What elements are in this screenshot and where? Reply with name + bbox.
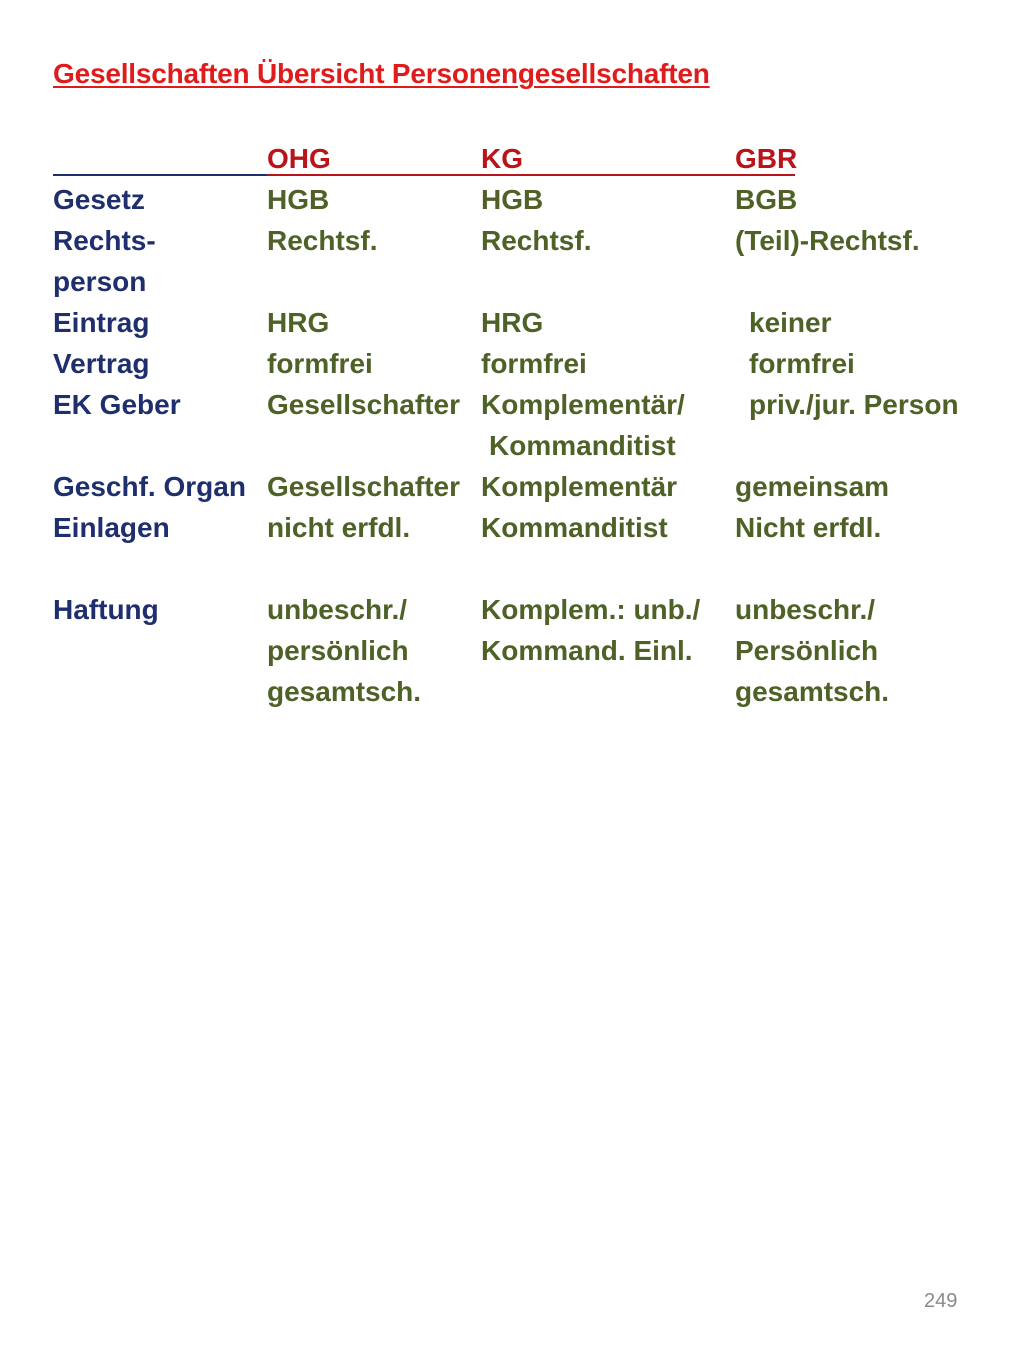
cell-ek-geber-kg-line-2: Kommanditist <box>489 430 676 461</box>
cell-einlagen-ohg: nicht erfdl. <box>267 512 411 543</box>
cell-gesetz-ohg: HGB <box>267 184 330 215</box>
cell-ek-geber-ohg: Gesellschafter <box>267 389 460 420</box>
cell-haftung-gbr-line-3: gesamtsch. <box>735 676 890 707</box>
cell-haftung-gbr-line-1: unbeschr./ <box>735 594 876 625</box>
column-header-ohg: OHG <box>267 143 331 174</box>
cell-ek-geber-gbr: priv./jur. Person <box>749 389 959 420</box>
cell-vertrag-kg: formfrei <box>481 348 587 379</box>
cell-gesetz-kg: HGB <box>481 184 544 215</box>
cell-gesetz-gbr: BGB <box>735 184 798 215</box>
cell-eintrag-kg: HRG <box>481 307 544 338</box>
cell-rechtsperson-ohg: Rechtsf. <box>267 225 378 256</box>
row-label-vertrag: Vertrag <box>53 348 150 379</box>
row-label-gesetz: Gesetz <box>53 184 145 215</box>
column-header-kg: KG <box>481 143 523 174</box>
cell-haftung-ohg-line-3: gesamtsch. <box>267 676 422 707</box>
cell-geschf-organ-kg: Komplementär <box>481 471 678 502</box>
page-number: 249 <box>924 1290 958 1312</box>
cell-geschf-organ-gbr: gemeinsam <box>735 471 890 502</box>
cell-einlagen-gbr: Nicht erfdl. <box>735 512 882 543</box>
cell-haftung-gbr-line-2: Persönlich <box>735 635 879 666</box>
cell-haftung-ohg-line-1: unbeschr./ <box>267 594 408 625</box>
cell-ek-geber-kg-line-1: Komplementär/ <box>481 389 685 420</box>
page-title: Gesellschaften Übersicht Personengesellschaften <box>53 58 710 89</box>
cell-rechtsperson-gbr: (Teil)-Rechtsf. <box>735 225 920 256</box>
cell-einlagen-kg: Kommanditist <box>481 512 668 543</box>
row-label-haftung: Haftung <box>53 594 159 625</box>
cell-rechtsperson-kg: Rechtsf. <box>481 225 592 256</box>
cell-eintrag-gbr: keiner <box>749 307 832 338</box>
cell-vertrag-gbr: formfrei <box>749 348 855 379</box>
row-label-ek-geber: EK Geber <box>53 389 181 420</box>
cell-vertrag-ohg: formfrei <box>267 348 373 379</box>
cell-haftung-kg-line-1: Komplem.: unb./ <box>481 594 701 625</box>
row-label-geschf-organ: Geschf. Organ <box>53 471 246 502</box>
row-label-eintrag: Eintrag <box>53 307 150 338</box>
row-label-rechtsperson-line-1: Rechts- <box>53 225 156 256</box>
cell-geschf-organ-ohg: Gesellschafter <box>267 471 460 502</box>
cell-haftung-kg-line-2: Kommand. Einl. <box>481 635 693 666</box>
row-label-einlagen: Einlagen <box>53 512 170 543</box>
column-header-gbr: GBR <box>735 143 798 174</box>
header-rule-value-columns <box>267 174 795 176</box>
cell-haftung-ohg-line-2: persönlich <box>267 635 409 666</box>
cell-eintrag-ohg: HRG <box>267 307 330 338</box>
row-label-rechtsperson-line-2: person <box>53 266 147 297</box>
header-rule-label-column <box>53 174 267 176</box>
